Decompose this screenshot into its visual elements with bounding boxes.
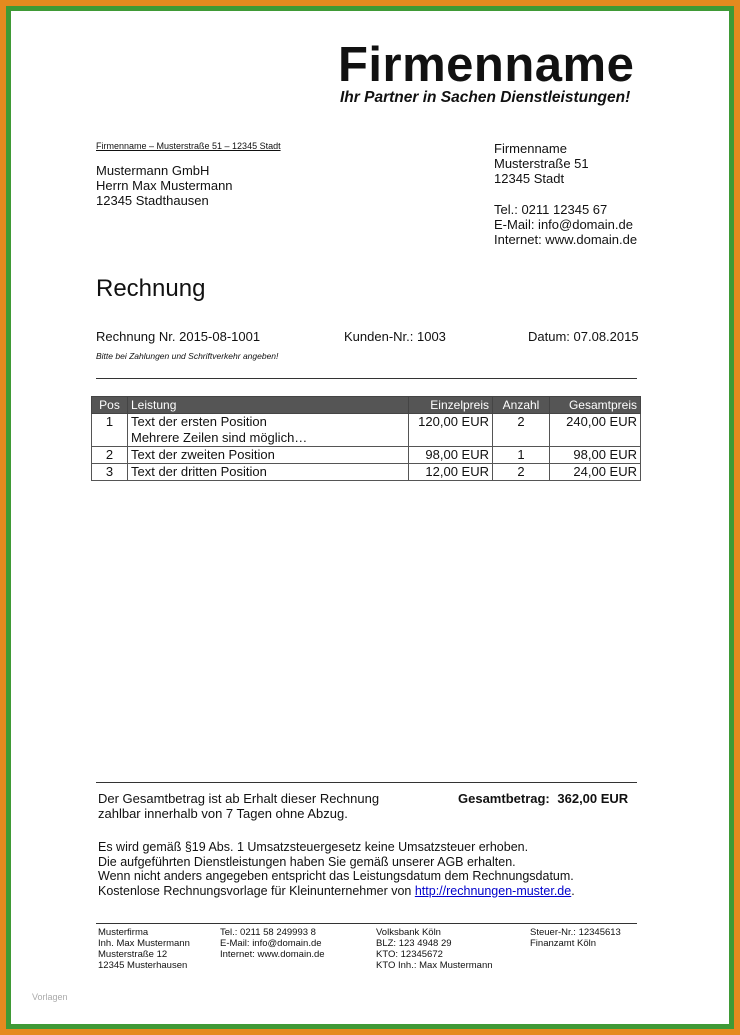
footer-company bbox=[98, 927, 190, 971]
legal-line: Es wird gemäß §19 Abs. 1 Umsatzsteuergesetz keine Umsatzsteuer erhoben. bbox=[98, 840, 529, 854]
footer-line: Internet: www.domain.de bbox=[220, 949, 325, 960]
footer-line: Tel.: 0211 58 249993 8 bbox=[220, 927, 316, 938]
invoice-number: Rechnung Nr. 2015-08-1001 bbox=[96, 329, 261, 344]
document-title: Rechnung bbox=[96, 275, 206, 302]
payment-terms bbox=[98, 791, 379, 821]
recipient-line: Herrn Max Mustermann bbox=[96, 178, 233, 193]
legal-line: Die aufgeführten Dienstleistungen haben Sie gemäß unserer AGB erhalten. bbox=[98, 854, 516, 869]
table-row bbox=[92, 414, 641, 447]
invoice-date: Datum: 07.08.2015 bbox=[528, 329, 639, 344]
legal-notes bbox=[98, 840, 575, 898]
cell-description: Text der zweiten Position bbox=[128, 447, 409, 464]
footer-tax bbox=[530, 927, 621, 949]
cell-pos: 1 bbox=[92, 414, 128, 447]
watermark: Vorlagen bbox=[32, 992, 68, 1002]
company-line: Musterstraße 51 bbox=[494, 156, 589, 171]
customer-number: Kunden-Nr.: 1003 bbox=[344, 329, 446, 344]
company-line: Firmenname bbox=[494, 141, 567, 156]
contact-website: Internet: www.domain.de bbox=[494, 232, 638, 247]
column-header-quantity: Anzahl bbox=[493, 397, 550, 414]
footer-line: Steuer-Nr.: 12345613 bbox=[530, 927, 621, 938]
recipient-line: Mustermann GmbH bbox=[96, 163, 210, 178]
cell-quantity: 2 bbox=[493, 414, 550, 447]
table-header-row bbox=[92, 397, 641, 414]
sender-return-address: Firmenname – Musterstraße 51 – 12345 Stadt bbox=[96, 141, 281, 151]
cell-total: 240,00 EUR bbox=[550, 414, 641, 447]
footer-line: Inh. Max Mustermann bbox=[98, 938, 190, 949]
description-line: Text der ersten Position bbox=[131, 414, 267, 429]
divider bbox=[96, 923, 637, 924]
cell-unit-price: 98,00 EUR bbox=[409, 447, 493, 464]
column-header-pos: Pos bbox=[92, 397, 128, 414]
cell-unit-price: 12,00 EUR bbox=[409, 464, 493, 481]
footer-line: Volksbank Köln bbox=[376, 927, 441, 938]
footer-line: KTO Inh.: Max Mustermann bbox=[376, 960, 493, 971]
divider bbox=[96, 782, 637, 783]
column-header-total: Gesamtpreis bbox=[550, 397, 641, 414]
template-link[interactable]: http://rechnungen-muster.de bbox=[414, 883, 572, 898]
grand-total-label: Gesamtbetrag: bbox=[458, 791, 550, 806]
divider bbox=[96, 378, 637, 379]
logo-tagline: Ihr Partner in Sachen Dienstleistungen! bbox=[340, 89, 631, 106]
footer-line: Finanzamt Köln bbox=[530, 938, 597, 949]
cell-quantity: 1 bbox=[493, 447, 550, 464]
cell-total: 24,00 EUR bbox=[550, 464, 641, 481]
payment-terms-line: zahlbar innerhalb von 7 Tagen ohne Abzug. bbox=[98, 806, 348, 821]
footer-line: KTO: 12345672 bbox=[376, 949, 443, 960]
grand-total bbox=[458, 791, 628, 806]
cell-total: 98,00 EUR bbox=[550, 447, 641, 464]
cell-pos: 2 bbox=[92, 447, 128, 464]
cell-description: Text der dritten Position bbox=[128, 464, 409, 481]
footer-line: BLZ: 123 4948 29 bbox=[376, 938, 452, 949]
contact-email: E-Mail: info@domain.de bbox=[494, 217, 633, 232]
column-header-unit-price: Einzelpreis bbox=[409, 397, 493, 414]
table-row bbox=[92, 464, 641, 481]
cell-quantity: 2 bbox=[493, 464, 550, 481]
grand-total-value: 362,00 EUR bbox=[557, 791, 629, 806]
company-address bbox=[494, 141, 589, 186]
footer-bank bbox=[376, 927, 493, 971]
footer-line: 12345 Musterhausen bbox=[98, 960, 188, 971]
company-contact bbox=[494, 202, 637, 247]
legal-line: Wenn nicht anders angegeben entspricht das Leistungsdatum dem Rechnungsdatum. bbox=[98, 869, 574, 883]
cell-description bbox=[128, 414, 409, 447]
legal-text: . bbox=[571, 883, 575, 898]
legal-text: Kostenlose Rechnungsvorlage für Kleinunternehmer von bbox=[98, 883, 415, 898]
footer-line: Musterstraße 12 bbox=[98, 949, 168, 960]
description-line: Mehrere Zeilen sind möglich… bbox=[131, 430, 308, 445]
column-header-service: Leistung bbox=[128, 397, 409, 414]
items-table bbox=[91, 396, 641, 481]
logo-company-name: Firmenname bbox=[338, 38, 635, 92]
table-row bbox=[92, 447, 641, 464]
footer-line: Musterfirma bbox=[98, 927, 149, 938]
footer-line: E-Mail: info@domain.de bbox=[220, 938, 322, 949]
company-line: 12345 Stadt bbox=[494, 171, 565, 186]
invoice-page bbox=[11, 11, 729, 1024]
legal-line bbox=[98, 884, 575, 899]
recipient-line: 12345 Stadthausen bbox=[96, 193, 209, 208]
recipient-address bbox=[96, 163, 233, 208]
reference-hint: Bitte bei Zahlungen und Schriftverkehr angeben! bbox=[96, 351, 279, 361]
cell-unit-price: 120,00 EUR bbox=[409, 414, 493, 447]
footer-contact bbox=[220, 927, 325, 960]
payment-terms-line: Der Gesamtbetrag ist ab Erhalt dieser Rechnung bbox=[98, 791, 380, 806]
cell-pos: 3 bbox=[92, 464, 128, 481]
contact-phone: Tel.: 0211 12345 67 bbox=[494, 202, 608, 217]
